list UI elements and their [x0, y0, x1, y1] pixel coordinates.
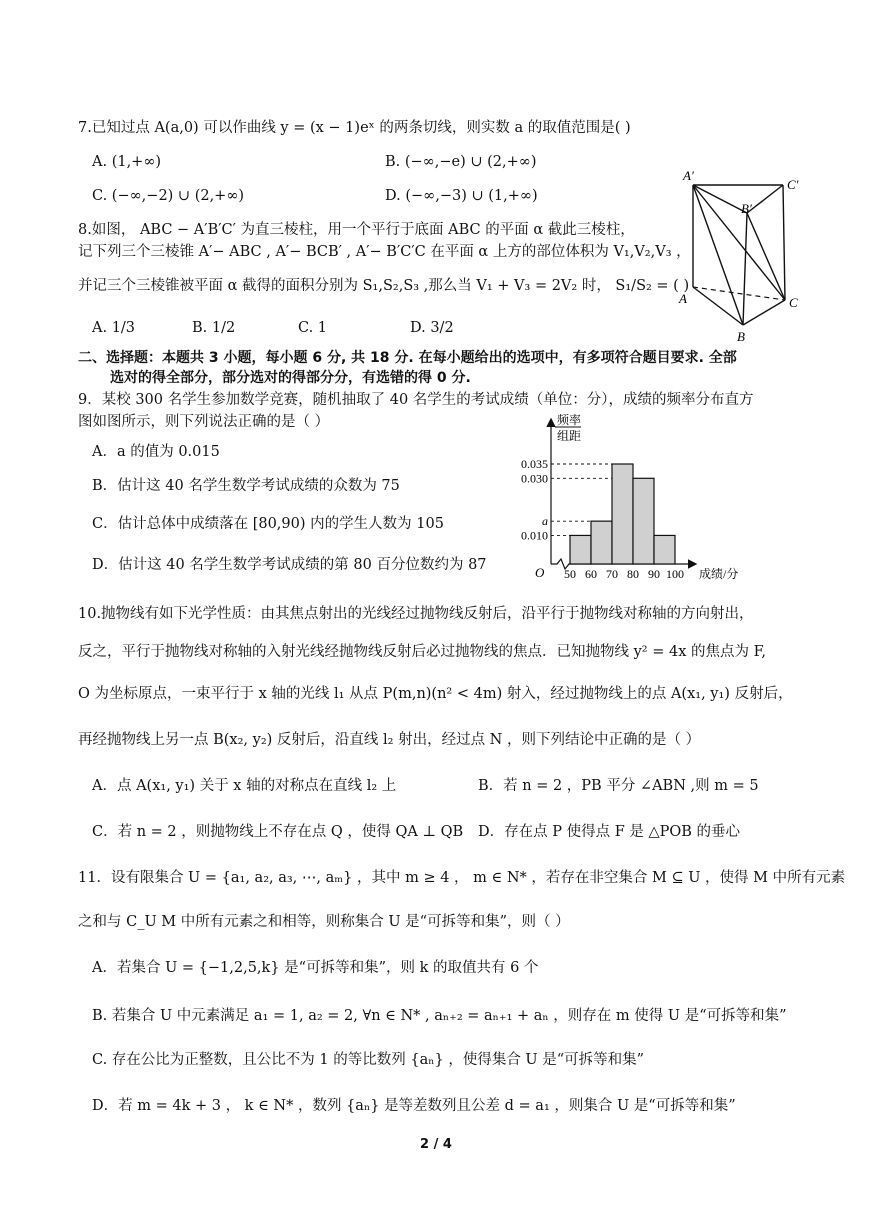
q10-line1: 10.抛物线有如下光学性质：由其焦点射出的光线经过抛物线反射后，沿平行于抛物线对称轴的方向射出，	[78, 606, 754, 622]
x-tick-label: 80	[627, 567, 639, 581]
q10-option-c: C．若 n = 2 ，则抛物线上不存在点 Q ，使得 QA ⊥ QB	[92, 824, 464, 840]
section2-line1: 二、选择题：本题共 3 小题，每小题 6 分, 共 18 分. 在每小题给出的选项中，有多项符合题目要求. 全部	[78, 350, 737, 366]
label-c-prime: C′	[787, 177, 799, 192]
y-tick-label: 0.035	[521, 457, 548, 471]
origin-label: O	[535, 565, 545, 580]
q9-line2: 图如图所示，则下列说法正确的是（ ）	[78, 414, 330, 430]
q9-line1: 9．某校 300 名学生参加数学竞赛，随机抽取了 40 名学生的考试成绩（单位：分），成绩的频率分布直方	[78, 392, 754, 408]
label-a: A	[679, 291, 687, 306]
q10-option-b: B．若 n = 2 ，PB 平分 ∠ABN ,则 m = 5	[478, 778, 759, 794]
q11-option-d: D．若 m = 4k + 3 ， k ∈ N* ，数列 {aₙ} 是等差数列且公差 d = a₁ ，则集合 U 是“可拆等和集”	[92, 1098, 736, 1114]
x-tick-label: 70	[606, 567, 618, 581]
x-tick-label: 60	[585, 567, 597, 581]
q10-line2: 反之，平行于抛物线对称轴的入射光线经抛物线反射后必过抛物线的焦点．已知抛物线 y² = 4x 的焦点为 F,	[78, 644, 767, 660]
q8-option-d: D. 3/2	[410, 320, 454, 336]
q11-option-b: B. 若集合 U 中元素满足 a₁ = 1, a₂ = 2, ∀n ∈ N* , aₙ₊₂ = aₙ₊₁ + aₙ ，则存在 m 使得 U 是“可拆等和集”	[92, 1008, 787, 1024]
label-a-prime: A′	[683, 168, 694, 183]
q8-option-b: B. 1/2	[192, 320, 236, 336]
y-label-top: 频率	[557, 413, 582, 427]
q7-option-a: A. (1,+∞)	[92, 154, 162, 170]
histogram-bar	[654, 535, 675, 564]
q10-option-d: D．存在点 P 使得点 F 是 △POB 的垂心	[478, 824, 741, 840]
q8-line1: 8.如图， ABC − A′B′C′ 为直三棱柱，用一个平行于底面 ABC 的平面 α 截此三棱柱，	[78, 222, 635, 238]
y-tick-label: 0.010	[521, 528, 548, 543]
q10-option-a: A．点 A(x₁, y₁) 关于 x 轴的对称点在直线 l₂ 上	[92, 778, 397, 794]
y-label-bottom: 组距	[557, 429, 582, 443]
q8-line2: 记下列三个三棱锥 A′− ABC , A′− BCB′ , A′− B′C′C 在平面 α 上方的部位体积为 V₁,V₂,V₃ ，	[78, 244, 691, 260]
q8-option-c: C. 1	[298, 320, 328, 336]
q9-option-d: D．估计这 40 名学生数学考试成绩的第 80 百分位数约为 87	[92, 557, 487, 573]
label-b-prime: B′	[741, 201, 752, 216]
label-b: B	[737, 329, 745, 344]
q9-option-c: C．估计总体中成绩落在 [80,90) 内的学生人数为 105	[92, 516, 444, 532]
q7-stem: 7.已知过点 A(a,0) 可以作曲线 y = (x − 1)eˣ 的两条切线，则实数 a 的取值范围是( )	[78, 120, 631, 136]
q7-option-d: D. (−∞,−3) ∪ (1,+∞)	[385, 188, 538, 204]
y-tick-label: 0.030	[521, 471, 548, 486]
histogram-bar	[570, 535, 591, 564]
frequency-histogram	[505, 410, 765, 585]
q10-line3: O 为坐标原点，一束平行于 x 轴的光线 l₁ 从点 P(m,n)(n² < 4m) 射入，经过抛物线上的点 A(x₁, y₁) 反射后，	[78, 686, 793, 702]
q10-line4: 再经抛物线上另一点 B(x₂, y₂) 反射后，沿直线 l₂ 射出，经过点 N ，则下列结论中正确的是（ ）	[78, 732, 701, 748]
y-tick-label: a	[542, 514, 548, 529]
q8-option-a: A. 1/3	[92, 320, 136, 336]
q9-option-a: A．a 的值为 0.015	[92, 444, 220, 460]
q11-option-c: C. 存在公比为正整数，且公比不为 1 的等比数列 {aₙ} ，使得集合 U 是“可拆等和集”	[92, 1052, 645, 1068]
x-axis-label: 成绩/分	[699, 567, 739, 581]
histogram-bar	[612, 464, 633, 564]
prism-figure	[675, 165, 825, 345]
page-number: 2 / 4	[420, 1137, 452, 1152]
q11-line2: 之和与 C_U M 中所有元素之和相等，则称集合 U 是“可拆等和集”，则（ ）	[78, 914, 570, 930]
q11-option-a: A．若集合 U = {−1,2,5,k} 是“可拆等和集”，则 k 的取值共有 6 个	[92, 960, 539, 976]
x-tick-label: 50	[564, 567, 576, 581]
q8-line3: 并记三个三棱锥被平面 α 截得的面积分别为 S₁,S₂,S₃ ,那么当 V₁ + V₃ = 2V₂ 时， S₁/S₂ = ( )	[78, 278, 690, 294]
q9-option-b: B．估计这 40 名学生数学考试成绩的众数为 75	[92, 478, 400, 494]
q7-option-c: C. (−∞,−2) ∪ (2,+∞)	[92, 188, 245, 204]
histogram-bar	[591, 521, 612, 564]
q7-option-b: B. (−∞,−e) ∪ (2,+∞)	[385, 154, 537, 170]
histogram-bar	[633, 478, 654, 564]
x-tick-label: 100	[666, 567, 684, 581]
label-c: C	[789, 295, 798, 310]
q11-line1: 11．设有限集合 U = {a₁, a₂, a₃, ⋯, aₘ} ，其中 m ≥ 4 ， m ∈ N* ，若存在非空集合 M ⊆ U ，使得 M 中所有元素	[78, 870, 846, 886]
x-tick-label: 90	[648, 567, 660, 581]
section2-line2: 选对的得全部分，部分选对的得部分分，有选错的得 0 分.	[110, 370, 471, 386]
